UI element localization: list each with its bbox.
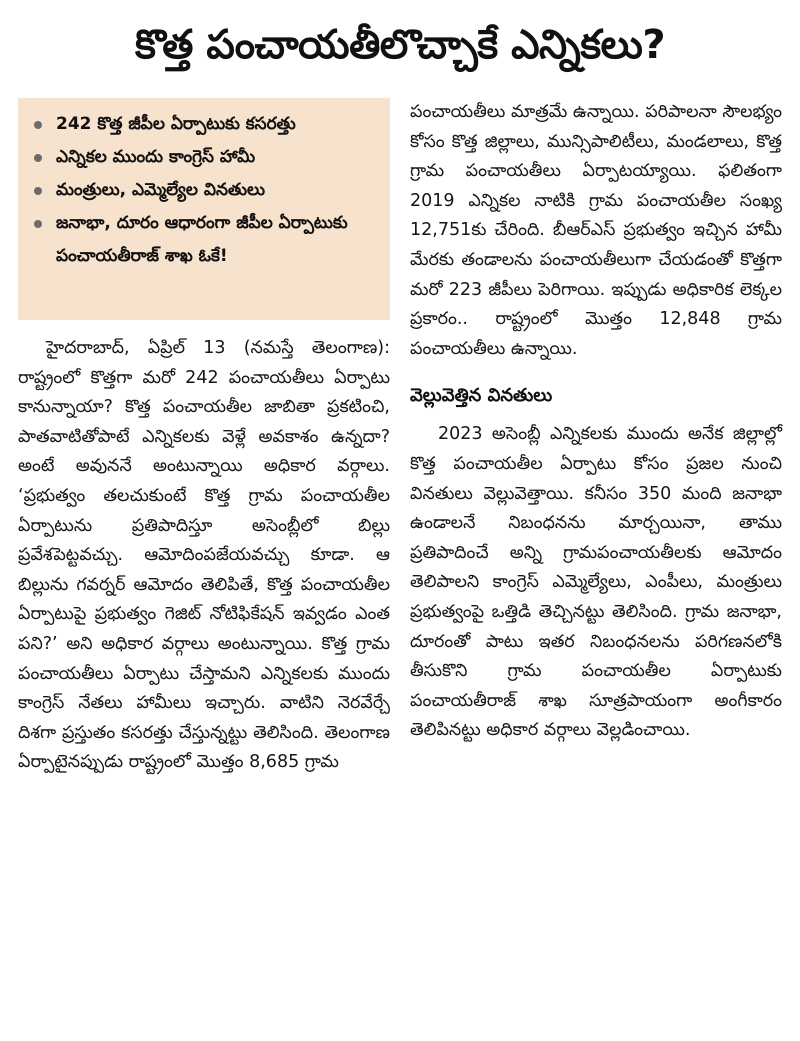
bullet-icon <box>34 220 42 228</box>
bullet-icon <box>34 187 42 195</box>
highlight-text: ఎన్నికల ముందు కాంగ్రెస్ హామీ <box>56 147 256 167</box>
article-paragraph-left: హైదరాబాద్, ఏప్రిల్ 13 (నమస్తే తెలంగాణ): రాష్ట్రంలో కొత్తగా మరో 242 పంచాయతీలు ఏర్పాటు కానున్నాయా? కొత్త పంచాయతీల జాబితా ప్రకటించి, పాతవాటితోపాటే ఎన్నికలకు వెళ్లే అవకాశం ఉన్నదా? అంటే అవుననే అంటున్నాయి అధికార వర్గాలు. ‘ప్రభుత్వం తలచుకుంటే కొత్త గ్రామ పంచాయతీల ఏర్పాటును ప్రతిపాదిస్తూ అసెంబ్లీలో బిల్లు ప్రవేశపెట్టవచ్చు. ఆమోదింపజేయవచ్చు కూడా. ఆ బిల్లును గవర్నర్ ఆమోదం తెలిపితే, కొత్త పంచాయతీల ఏర్పాటుపై ప్రభుత్వం గెజిట్ నోటిఫికేషన్ ఇవ్వడం ఎంత పని?’ అని అధికార వర్గాలు అంటున్నాయి. కొత్త గ్రామ పంచాయతీలు ఏర్పాటు చేస్తామని ఎన్నికలకు ముందు కాంగ్రెస్ నేతలు హామీలు ఇచ్చారు. వాటిని నెరవేర్చే దిశగా ప్రస్తుతం కసరత్తు చేస్తున్నట్టు తెలిసింది. తెలంగాణ ఏర్పాటైనప్పుడు రాష్ట్రంలో మొత్తం 8,685 గ్రామ <box>18 338 390 773</box>
highlight-text: 242 కొత్త జీపీల ఏర్పాటుకు కసరత్తు <box>56 114 296 134</box>
article-columns <box>18 98 782 1028</box>
highlight-text: జనాభా, దూరం ఆధారంగా జీపీల ఏర్పాటుకు పంచాయతీరాజ్ శాఖ ఓకే! <box>56 213 348 266</box>
article-paragraph-second-section: 2023 అసెంబ్లీ ఎన్నికలకు ముందు అనేక జిల్లాల్లో కొత్త పంచాయతీల ఏర్పాటు కోసం ప్రజల నుంచి వినతులు వెల్లువెత్తాయి. కనీసం 350 మంది జనాభా ఉండాలనే నిబంధనను మార్చయినా, తాము ప్రతిపాదించే అన్ని గ్రామపంచాయతీలకు ఆమోదం తెలిపాలని కాంగ్రెస్ ఎమ్మెల్యేలు, ఎంపీలు, మంత్రులు ప్రభుత్వంపై ఒత్తిడి తెచ్చినట్టు తెలిసింది. గ్రామ జనాభా, దూరంతో పాటు ఇతర నిబంధనలను పరిగణనలోకి తీసుకొని గ్రామ పంచాయతీల ఏర్పాటుకు పంచాయతీరాజ్ శాఖ సూత్రపాయంగా అంగీకారం తెలిపినట్టు అధికార వర్గాలు వెల్లడించాయి. <box>410 424 782 741</box>
highlight-item <box>28 207 376 273</box>
bullet-icon <box>34 154 42 162</box>
article-paragraph-right: పంచాయతీలు మాత్రమే ఉన్నాయి. పరిపాలనా సౌలభ్యం కోసం కొత్త జిల్లాలు, మున్సిపాలిటీలు, మండలాలు, కొత్త గ్రామ పంచాయతీలు ఏర్పాటయ్యాయి. ఫలితంగా 2019 ఎన్నికల నాటికి గ్రామ పంచాయతీల సంఖ్య 12,751కు చేరింది. బీఆర్ఎస్ ప్రభుత్వం ఇచ్చిన హామీ మేరకు తండాలను పంచాయతీలుగా చేయడంతో కొత్తగా మరో 223 జీపీలు పెరిగాయి. ఇప్పుడు అధికారిక లెక్కల ప్రకారం.. రాష్ట్రంలో మొత్తం 12,848 గ్రామ పంచాయతీలు ఉన్నాయి. <box>410 102 782 359</box>
highlights-box <box>18 98 390 320</box>
left-column <box>18 98 390 778</box>
highlight-item <box>28 141 376 174</box>
section-subheading: వెల్లువెత్తిన వినతులు <box>410 385 553 407</box>
headline: కొత్త పంచాయతీలొచ్చాకే ఎన్నికలు? <box>134 22 666 68</box>
bullet-icon <box>34 121 42 129</box>
highlight-item <box>28 174 376 207</box>
right-column <box>410 98 782 746</box>
highlight-text: మంత్రులు, ఎమ్మెల్యేల వినతులు <box>56 180 265 200</box>
highlight-item <box>28 108 376 141</box>
